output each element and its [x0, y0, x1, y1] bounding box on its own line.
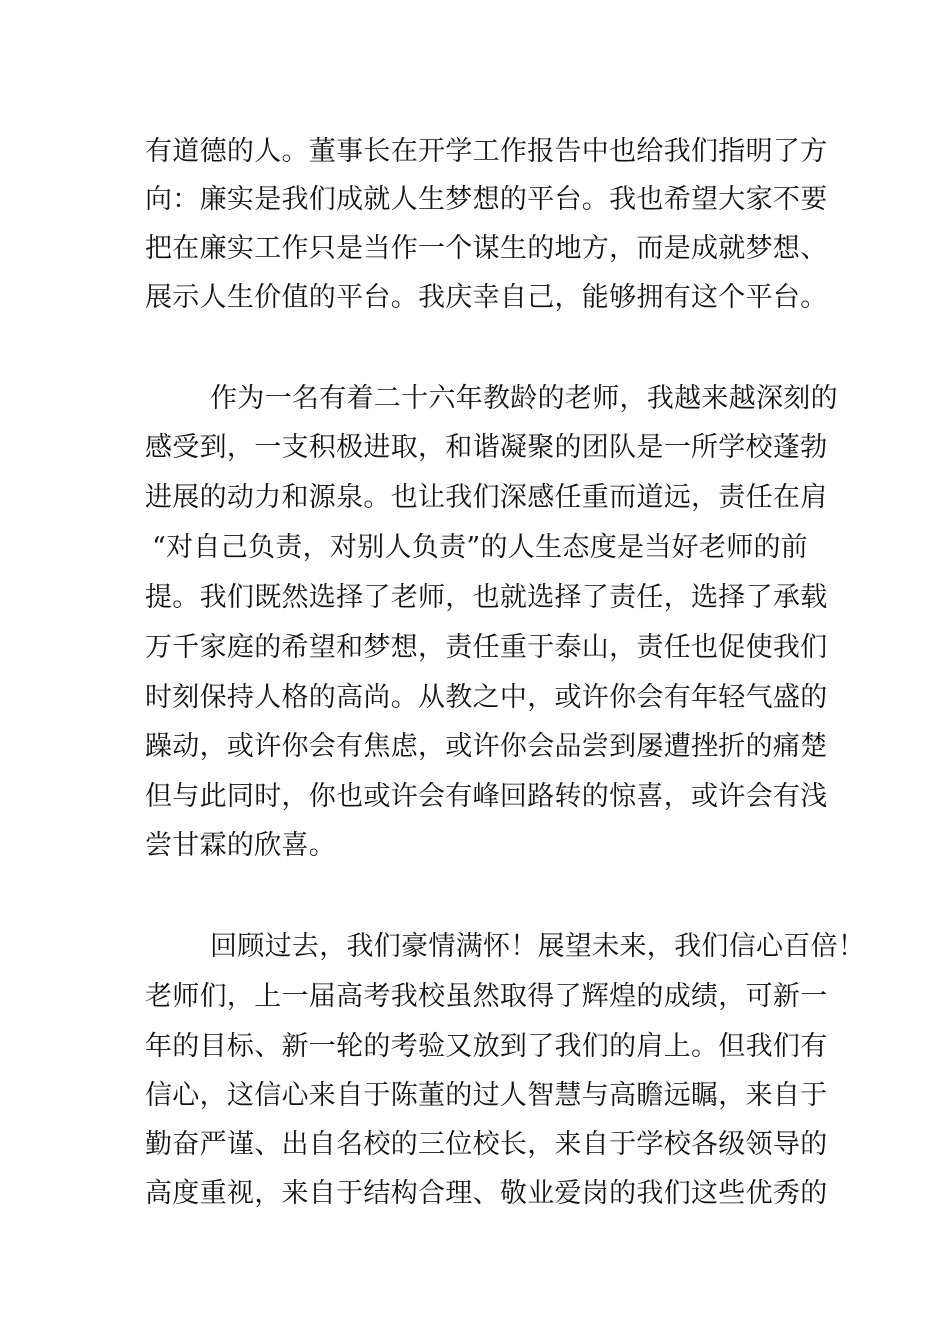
text-line: 向：廉实是我们成就人生梦想的平台。我也希望大家不要	[145, 184, 828, 215]
text-line: 信心，这信心来自于陈董的过人智慧与高瞻远瞩，来自于	[145, 1080, 828, 1111]
text-line: 高度重视，来自于结构合理、敬业爱岗的我们这些优秀的	[145, 1178, 828, 1209]
text-line: 但与此同时，你也或许会有峰回路转的惊喜，或许会有浅	[145, 781, 828, 812]
text-line: 尝甘霖的欣喜。	[145, 830, 337, 861]
text-line: 展示人生价值的平台。我庆幸自己，能够拥有这个平台。	[145, 282, 828, 313]
text-line: 勤奋严谨、出自名校的三位校长，来自于学校各级领导的	[145, 1129, 828, 1160]
text-line: 进展的动力和源泉。也让我们深感任重而道远，责任在肩	[145, 482, 828, 513]
text-line: 感受到，一支积极进取，和谐凝聚的团队是一所学校蓬勃	[145, 432, 828, 463]
text-line: 回顾过去，我们豪情满怀！展望未来，我们信心百倍！	[210, 931, 866, 962]
text-line: 万千家庭的希望和梦想，责任重于泰山，责任也促使我们	[145, 632, 828, 663]
text-line: 把在廉实工作只是当作一个谋生的地方，而是成就梦想、	[145, 233, 828, 264]
text-line: 躁动，或许你会有焦虑，或许你会品尝到屡遭挫折的痛楚	[145, 731, 828, 762]
text-line: 提。我们既然选择了老师，也就选择了责任，选择了承载	[145, 582, 828, 613]
text-line: 作为一名有着二十六年教龄的老师，我越来越深刻的	[210, 383, 838, 414]
text-line: 年的目标、新一轮的考验又放到了我们的肩上。但我们有	[145, 1031, 828, 1062]
text-line: 老师们，上一届高考我校虽然取得了辉煌的成绩，可新一	[145, 981, 828, 1012]
text-line: 时刻保持人格的高尚。从教之中，或许你会有年轻气盛的	[145, 682, 828, 713]
text-line: “对自己负责，对别人负责”的人生态度是当好老师的前	[152, 532, 809, 563]
text-line: 有道德的人。董事长在开学工作报告中也给我们指明了方	[145, 136, 828, 167]
